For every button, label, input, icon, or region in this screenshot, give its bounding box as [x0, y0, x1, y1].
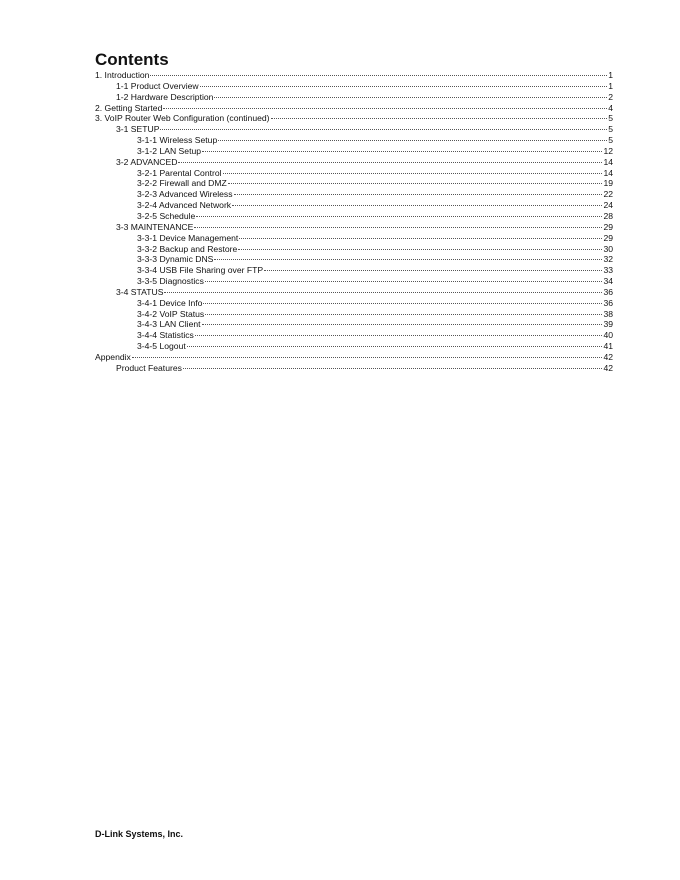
toc-entry-page-number: 40 — [603, 330, 613, 341]
toc-entry[interactable] — [95, 330, 613, 341]
toc-entry-label: 3-2 ADVANCED — [116, 156, 178, 167]
toc-dot-leader — [223, 172, 603, 174]
toc-entry-page-number: 28 — [603, 210, 613, 221]
toc-entry[interactable] — [95, 124, 613, 135]
toc-entry[interactable] — [95, 178, 613, 189]
toc-entry-label: 3-4-1 Device Info — [137, 297, 203, 308]
page-title: Contents — [95, 50, 169, 69]
toc-entry-label: 1-2 Hardware Description — [116, 91, 214, 102]
toc-dot-leader — [178, 161, 602, 163]
toc-entry-page-number: 1 — [608, 80, 613, 91]
toc-entry-label: 3-4-3 LAN Client — [137, 319, 201, 330]
toc-dot-leader — [202, 150, 602, 152]
toc-entry-label: Appendix — [95, 351, 131, 362]
toc-dot-leader — [214, 96, 607, 98]
toc-entry[interactable] — [95, 265, 613, 276]
toc-entry-label: 3-3-4 USB File Sharing over FTP — [137, 265, 264, 276]
toc-entry[interactable] — [95, 189, 613, 200]
toc-dot-leader — [271, 117, 608, 119]
table-of-contents — [95, 70, 613, 374]
toc-dot-leader — [202, 323, 603, 325]
toc-dot-leader — [160, 128, 607, 130]
toc-entry-label: 3-1-1 Wireless Setup — [137, 135, 218, 146]
toc-entry[interactable] — [95, 298, 613, 309]
toc-entry-page-number: 5 — [608, 113, 613, 124]
toc-entry[interactable] — [95, 168, 613, 179]
toc-entry-label: 3-2-3 Advanced Wireless — [137, 189, 233, 200]
toc-entry-page-number: 33 — [603, 265, 613, 276]
toc-entry[interactable] — [95, 363, 613, 374]
toc-entry[interactable] — [95, 200, 613, 211]
toc-entry-label: 3-2-5 Schedule — [137, 210, 196, 221]
toc-entry-label: 3-1 SETUP — [116, 124, 160, 135]
toc-dot-leader — [196, 215, 602, 217]
toc-entry[interactable] — [95, 222, 613, 233]
toc-entry-label: 1-1 Product Overview — [116, 80, 199, 91]
toc-entry[interactable] — [95, 352, 613, 363]
toc-entry-page-number: 1 — [608, 70, 613, 80]
toc-entry[interactable] — [95, 319, 613, 330]
toc-dot-leader — [163, 107, 607, 109]
toc-dot-leader — [200, 85, 608, 87]
toc-entry-page-number: 14 — [603, 156, 613, 167]
toc-entry[interactable] — [95, 146, 613, 157]
toc-entry-page-number: 38 — [603, 308, 613, 319]
toc-entry-page-number: 34 — [603, 276, 613, 287]
toc-dot-leader — [164, 291, 602, 293]
toc-entry-page-number: 19 — [603, 178, 613, 189]
toc-entry-label: 3-2-4 Advanced Network — [137, 200, 232, 211]
toc-entry-label: 3-3-1 Device Management — [137, 232, 239, 243]
toc-entry-label: 3-4-5 Logout — [137, 341, 186, 352]
toc-entry-page-number: 5 — [608, 124, 613, 135]
toc-entry-label: 3-3-2 Backup and Restore — [137, 243, 238, 254]
toc-entry[interactable] — [95, 254, 613, 265]
toc-entry[interactable] — [95, 103, 613, 114]
toc-entry-label: 1. Introduction — [95, 70, 150, 80]
toc-entry-page-number: 36 — [603, 297, 613, 308]
toc-entry-page-number: 14 — [603, 167, 613, 178]
toc-dot-leader — [132, 356, 603, 358]
toc-entry-page-number: 36 — [603, 286, 613, 297]
toc-dot-leader — [195, 334, 603, 336]
toc-dot-leader — [232, 204, 602, 206]
toc-entry-label: 3-3-3 Dynamic DNS — [137, 254, 214, 265]
toc-dot-leader — [203, 302, 602, 304]
toc-dot-leader — [239, 237, 602, 239]
toc-dot-leader — [205, 313, 602, 315]
toc-entry[interactable] — [95, 244, 613, 255]
toc-dot-leader — [218, 139, 607, 141]
toc-entry-page-number: 29 — [603, 221, 613, 232]
toc-entry[interactable] — [95, 70, 613, 81]
toc-entry[interactable] — [95, 276, 613, 287]
toc-entry-label: 3. VoIP Router Web Configuration (continued) — [95, 113, 270, 124]
toc-entry[interactable] — [95, 113, 613, 124]
toc-dot-leader — [264, 269, 602, 271]
toc-entry[interactable] — [95, 135, 613, 146]
toc-entry-page-number: 2 — [608, 91, 613, 102]
toc-entry-page-number: 24 — [603, 200, 613, 211]
toc-entry-page-number: 12 — [603, 145, 613, 156]
toc-dot-leader — [183, 367, 603, 369]
toc-entry-label: 3-4-4 Statistics — [137, 330, 194, 341]
toc-entry-page-number: 30 — [603, 243, 613, 254]
toc-entry[interactable] — [95, 157, 613, 168]
toc-dot-leader — [194, 226, 602, 228]
toc-dot-leader — [234, 193, 603, 195]
toc-entry-label: 3-4 STATUS — [116, 286, 164, 297]
toc-entry-page-number: 41 — [603, 341, 613, 352]
toc-entry-label: 3-3-5 Diagnostics — [137, 276, 204, 287]
toc-dot-leader — [150, 74, 607, 76]
toc-entry[interactable] — [95, 341, 613, 352]
toc-dot-leader — [228, 182, 603, 184]
toc-entry-label: 2. Getting Started — [95, 102, 163, 113]
toc-entry-page-number: 22 — [603, 189, 613, 200]
toc-entry[interactable] — [95, 92, 613, 103]
toc-entry-page-number: 32 — [603, 254, 613, 265]
toc-entry-label: 3-1-2 LAN Setup — [137, 145, 202, 156]
toc-entry[interactable] — [95, 81, 613, 92]
toc-dot-leader — [238, 248, 602, 250]
toc-dot-leader — [214, 258, 602, 260]
toc-entry[interactable] — [95, 309, 613, 320]
toc-entry-label: 3-4-2 VoIP Status — [137, 308, 205, 319]
toc-entry-page-number: 4 — [608, 102, 613, 113]
toc-entry-page-number: 5 — [608, 135, 613, 146]
toc-entry-label: 3-3 MAINTENANCE — [116, 221, 194, 232]
toc-entry-label: Product Features — [116, 362, 182, 373]
toc-entry-label: 3-2-1 Parental Control — [137, 167, 222, 178]
toc-dot-leader — [205, 280, 603, 282]
toc-entry-page-number: 39 — [603, 319, 613, 330]
toc-entry-page-number: 42 — [603, 362, 613, 373]
toc-entry-page-number: 42 — [603, 351, 613, 362]
toc-entry[interactable] — [95, 233, 613, 244]
toc-dot-leader — [187, 345, 603, 347]
page-footer: D-Link Systems, Inc. — [95, 829, 184, 839]
toc-entry[interactable] — [95, 211, 613, 222]
toc-entry[interactable] — [95, 287, 613, 298]
toc-entry-label: 3-2-2 Firewall and DMZ — [137, 178, 227, 189]
toc-entry-page-number: 29 — [603, 232, 613, 243]
